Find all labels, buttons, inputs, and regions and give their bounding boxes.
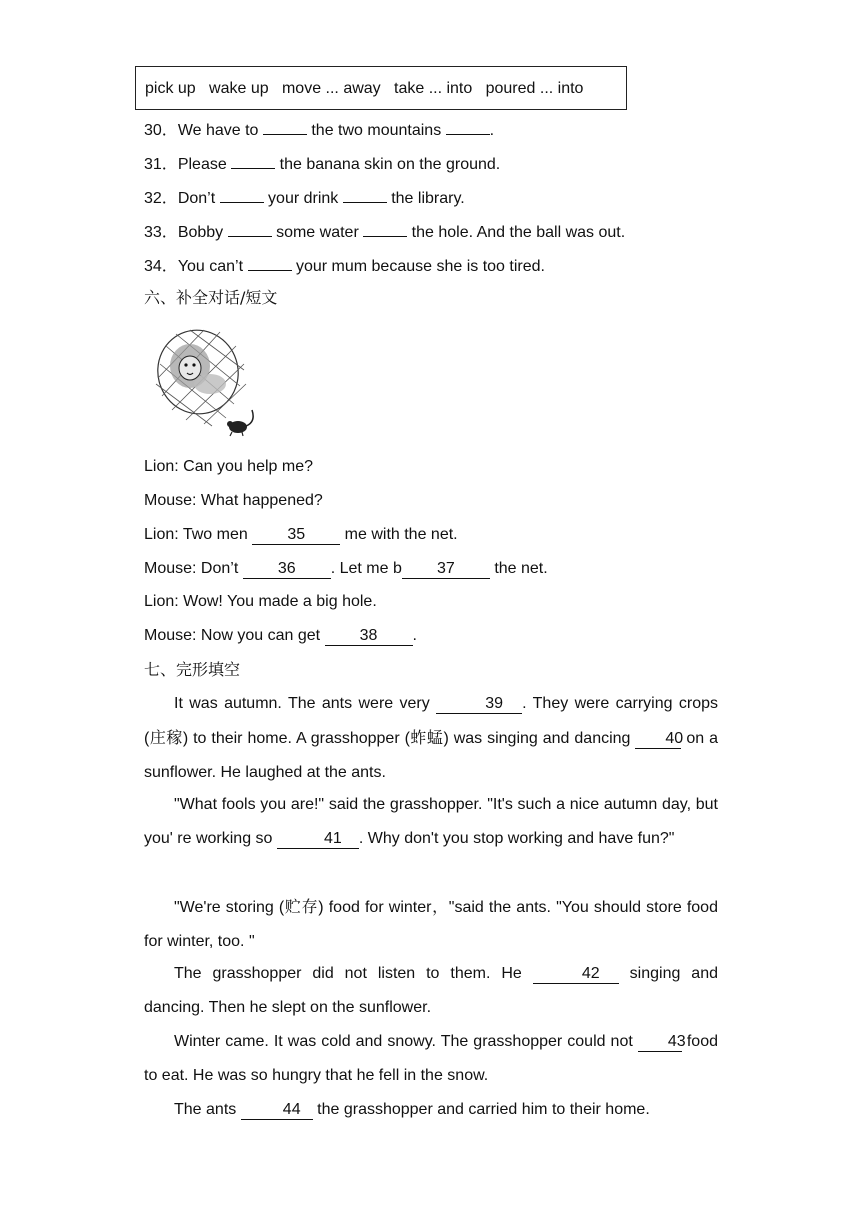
dialogue-text: me with the net.: [340, 526, 458, 543]
question-32: [144, 186, 465, 210]
lion-icon: [170, 344, 226, 394]
answer-blank[interactable]: [363, 220, 407, 237]
blank-40[interactable]: 40: [635, 730, 681, 749]
blank-39[interactable]: 39: [436, 695, 522, 714]
dialogue-line-2: Mouse: What happened?: [144, 492, 323, 509]
cloze-text: on a sunflower. He laughed at the ants.: [144, 730, 718, 781]
question-text: the hole. And the ball was out.: [407, 224, 626, 241]
cloze-paragraph-4: [144, 957, 718, 1025]
blank-38[interactable]: 38: [325, 627, 413, 646]
dialogue-line-5: Lion: Wow! You made a big hole.: [144, 593, 377, 610]
blank-41[interactable]: 41: [277, 830, 359, 849]
cloze-text: . Why don't you stop working and have fun?": [358, 830, 675, 847]
question-text: Please: [177, 156, 232, 173]
question-text: We have to: [177, 122, 263, 139]
section-6-heading: 六、补全对话/短文: [144, 288, 278, 307]
blank-35[interactable]: 35: [252, 526, 340, 545]
question-text: Don’t: [177, 190, 220, 207]
cloze-paragraph-3: [144, 890, 718, 959]
answer-blank[interactable]: [220, 186, 264, 203]
chinese-gloss: 庄稼: [149, 728, 183, 747]
question-text: .: [489, 122, 495, 139]
blank-44[interactable]: 44: [241, 1101, 313, 1120]
cloze-paragraph-5: [144, 1025, 718, 1093]
mouse-icon: [227, 410, 253, 436]
cloze-text: food to eat. He was so hungry that he fell in the snow.: [144, 1033, 718, 1084]
question-31: [144, 152, 500, 176]
cloze-paragraph-1: [144, 687, 718, 790]
word-bank-box: pick up wake up move ... away take ... into poured ... into: [135, 66, 627, 110]
cloze-paragraph-2: [144, 788, 718, 856]
cloze-text: the grasshopper and carried him to their home.: [312, 1101, 650, 1118]
blank-36[interactable]: 36: [243, 560, 331, 579]
cloze-text: The ants: [174, 1101, 241, 1118]
answer-blank[interactable]: [231, 152, 275, 169]
question-number: 31．: [144, 156, 178, 173]
question-text: the library.: [386, 190, 465, 207]
question-text: You can’t: [177, 258, 248, 275]
blank-43[interactable]: 43: [638, 1033, 682, 1052]
cloze-text: Winter came. It was cold and snowy. The grasshopper could not: [174, 1033, 638, 1050]
cloze-text: The grasshopper did not listen to them. He: [174, 965, 533, 982]
question-text: the banana skin on the ground.: [275, 156, 501, 173]
question-number: 33．: [144, 224, 178, 241]
cloze-text: ) food for winter，"said the ants. "You should store food for winter, too. ": [144, 899, 718, 950]
cloze-text: ) to their home. A grasshopper (: [182, 730, 410, 747]
question-number: 32．: [144, 190, 178, 207]
cloze-text: ) was singing and dancing: [443, 730, 636, 747]
dialogue-text: . Let me b: [330, 560, 402, 577]
dialogue-text: Mouse: Don’t: [144, 560, 243, 577]
blank-37[interactable]: 37: [402, 560, 490, 579]
cloze-text: It was autumn. The ants were very: [174, 695, 437, 712]
dialogue-line-4: [144, 558, 548, 580]
cloze-text: "What fools you are!" said the grasshopper. "It's such a nice autumn day, but you' re working so: [144, 796, 718, 847]
dialogue-text: Lion: Two men: [144, 526, 253, 543]
lion-in-net-illustration: [146, 326, 264, 440]
cloze-text: . They were carrying crops (: [144, 695, 719, 747]
cloze-text: "We're storing (: [174, 899, 285, 916]
section-7-heading: 七、完形填空: [144, 660, 241, 679]
chinese-gloss: 蚱蜢: [409, 728, 444, 747]
dialogue-line-6: [144, 625, 417, 647]
blank-42[interactable]: 42: [533, 965, 619, 984]
answer-blank[interactable]: [248, 254, 292, 271]
question-number: 30．: [144, 122, 178, 139]
question-34: [144, 254, 545, 278]
question-text: Bobby: [177, 224, 228, 241]
dialogue-text: .: [412, 627, 417, 644]
question-number: 34．: [144, 258, 178, 275]
dialogue-text: Mouse: Now you can get: [144, 627, 325, 644]
question-text: the two mountains: [306, 122, 446, 139]
answer-blank[interactable]: [228, 220, 272, 237]
question-text: your drink: [263, 190, 343, 207]
question-33: [144, 220, 625, 244]
answer-blank[interactable]: [263, 118, 307, 135]
dialogue-text: the net.: [489, 560, 548, 577]
dialogue-line-1: Lion: Can you help me?: [144, 458, 313, 475]
answer-blank[interactable]: [343, 186, 387, 203]
cloze-paragraph-6: [144, 1093, 718, 1127]
question-text: your mum because she is too tired.: [291, 258, 545, 275]
chinese-gloss: 贮存: [284, 897, 319, 916]
cloze-text: singing and dancing. Then he slept on the sunflower.: [144, 965, 718, 1016]
question-30: [144, 118, 494, 142]
answer-blank[interactable]: [446, 118, 490, 135]
question-text: some water: [271, 224, 364, 241]
dialogue-line-3: [144, 524, 458, 546]
